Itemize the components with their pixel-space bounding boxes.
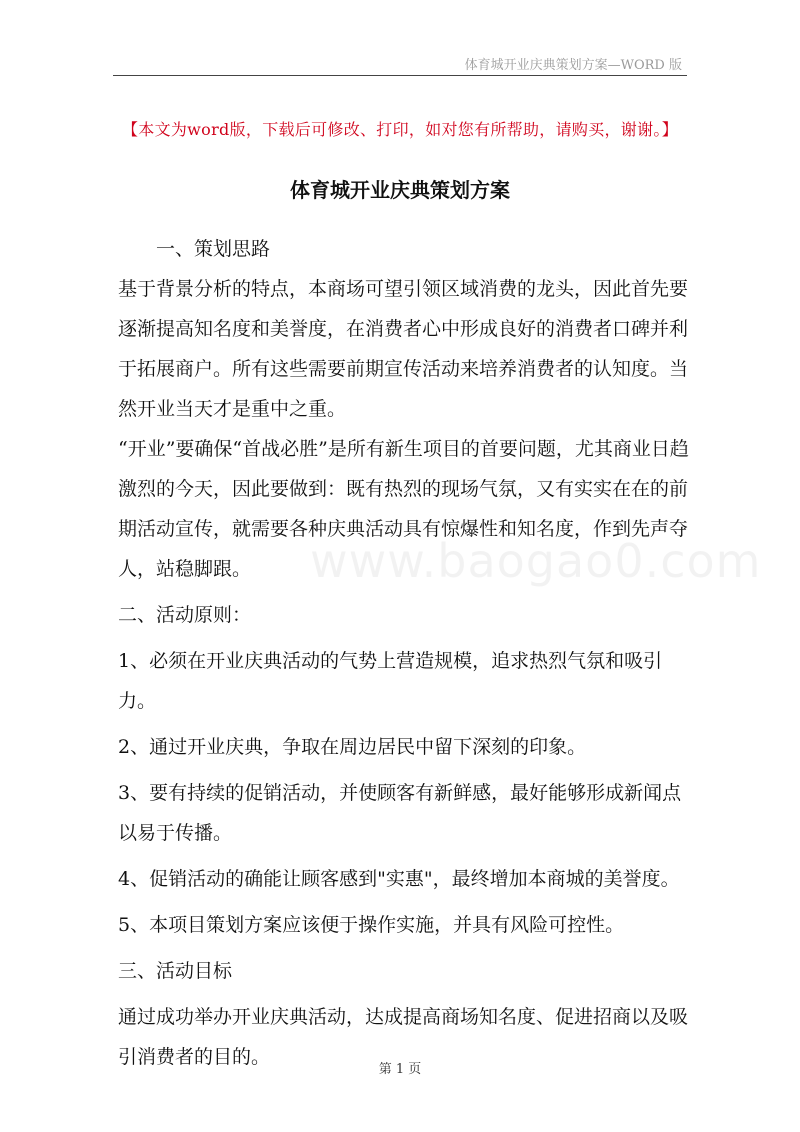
section-heading-3: 三、活动目标 (118, 960, 233, 982)
paragraph-line: 基于背景分析的特点，本商场可望引领区域消费的龙头，因此首先要 (118, 278, 689, 300)
paragraph-line: 人，站稳脚跟。 (118, 558, 252, 580)
page-number: 第 1 页 (378, 1062, 422, 1077)
paragraph-line: “开业”要确保“首战必胜”是所有新生项目的首要问题，尤其商业日趋 (118, 438, 689, 460)
paragraph-line: 通过成功举办开业庆典活动，达成提高商场知名度、促进招商以及吸 (118, 1006, 689, 1028)
principle-item: 3、要有持续的促销活动，并使顾客有新鲜感，最好能够形成新闻点 (118, 782, 682, 804)
paragraph-line: 引消费者的目的。 (118, 1046, 271, 1068)
watermark: www.baogao0.com (310, 534, 762, 588)
paragraph-line: 于拓展商户。所有这些需要前期宣传活动来培养消费者的认知度。当 (118, 358, 689, 380)
document-title: 体育城开业庆典策划方案 (290, 178, 510, 202)
principle-item-continued: 以易于传播。 (118, 822, 233, 844)
principle-item: 4、促销活动的确能让顾客感到"实惠"，最终增加本商城的美誉度。 (118, 868, 680, 890)
purchase-notice: 【本文为word版，下载后可修改、打印，如对您有所帮助，请购买，谢谢。】 (121, 120, 679, 139)
paragraph-line: 期活动宣传，就需要各种庆典活动具有惊爆性和知名度，作到先声夺 (118, 518, 689, 540)
paragraph-line: 激烈的今天，因此要做到：既有热烈的现场气氛，又有实实在在的前 (118, 478, 689, 500)
header-divider (113, 75, 687, 76)
section-heading-2: 二、活动原则： (118, 604, 252, 626)
principle-item: 2、通过开业庆典，争取在周边居民中留下深刻的印象。 (118, 736, 587, 758)
running-header: 体育城开业庆典策划方案—WORD 版 (464, 58, 682, 73)
document-body (118, 229, 690, 1077)
section-heading-1: 一、策划思路 (156, 238, 271, 260)
principle-item: 5、本项目策划方案应该便于操作实施，并具有风险可控性。 (118, 914, 625, 936)
principle-item: 1、必须在开业庆典活动的气势上营造规模，追求热烈气氛和吸引力。 (118, 650, 663, 712)
paragraph-line: 然开业当天才是重中之重。 (118, 398, 347, 420)
paragraph-line: 逐渐提高知名度和美誉度，在消费者心中形成良好的消费者口碑并利 (118, 318, 689, 340)
